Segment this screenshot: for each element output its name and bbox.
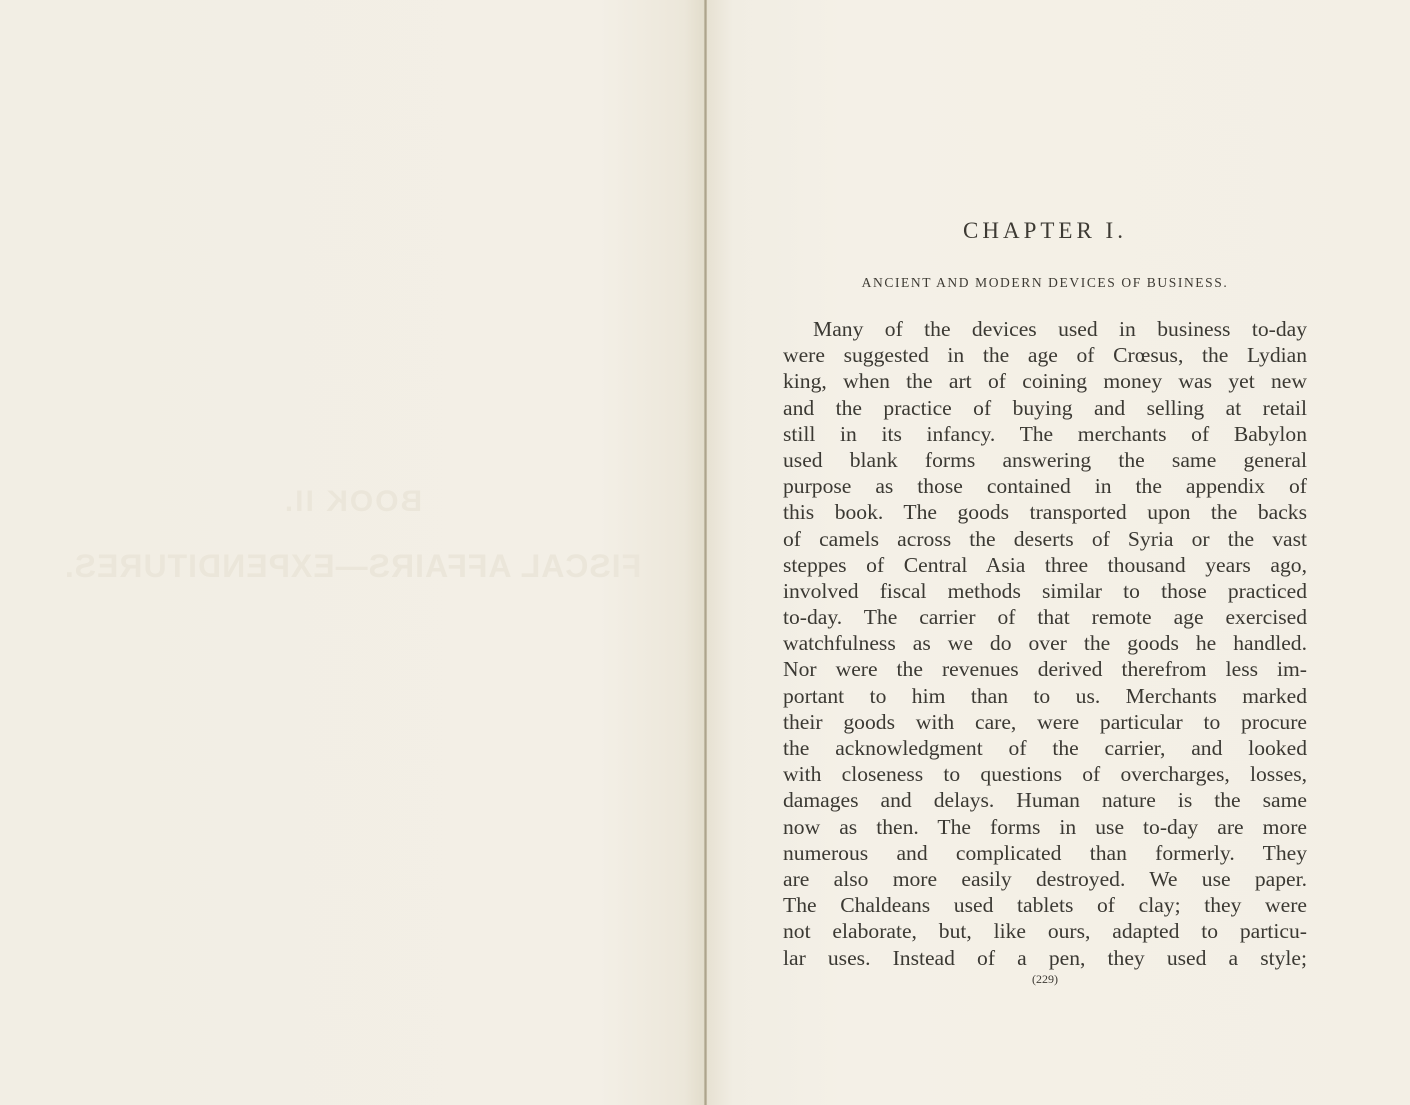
page-number: (229) xyxy=(1032,972,1058,986)
text-line: their goods with care, were particular to procure xyxy=(783,709,1307,734)
text-line: this book. The goods transported upon the backs xyxy=(783,500,1307,525)
text-line: are also more easily destroyed. We use paper. xyxy=(783,866,1307,891)
text-line: king, when the art of coining money was yet new xyxy=(783,369,1307,394)
text-line: steppes of Central Asia three thousand years ago, xyxy=(783,552,1307,577)
text-line: Nor were the revenues derived therefrom less im- xyxy=(783,657,1307,682)
text-line: purpose as those contained in the appendix of xyxy=(783,474,1307,499)
text-line: with closeness to questions of overcharges, losses, xyxy=(783,762,1307,787)
text-line: watchfulness as we do over the goods he handled. xyxy=(783,631,1307,656)
book-spine xyxy=(704,0,707,1105)
text-line: The Chaldeans used tablets of clay; they were xyxy=(783,893,1307,918)
text-line: to-day. The carrier of that remote age exercised xyxy=(783,605,1307,630)
text-line: numerous and complicated than formerly. They xyxy=(783,840,1307,865)
showthrough-text: BOOK II. xyxy=(282,485,423,518)
text-line: lar uses. Instead of a pen, they used a style; xyxy=(783,945,1307,970)
text-line: of camels across the deserts of Syria or the vast xyxy=(783,526,1307,551)
text-line: the acknowledgment of the carrier, and looked xyxy=(783,736,1307,760)
chapter-subtitle: ANCIENT AND MODERN DEVICES OF BUSINESS. xyxy=(861,275,1229,290)
text-line: now as then. The forms in use to-day are more xyxy=(783,814,1307,839)
text-line: not elaborate, but, like ours, adapted to particu- xyxy=(783,919,1307,944)
text-line: Many of the devices used in business to-day xyxy=(813,317,1307,341)
text-line: still in its infancy. The merchants of Babylon xyxy=(783,421,1307,446)
showthrough-text: FISCAL AFFAIRS—EXPENDITURES. xyxy=(63,548,642,584)
text-line: were suggested in the age of Crœsus, the Lydian xyxy=(783,343,1307,368)
text-line: involved fiscal methods similar to those practiced xyxy=(783,578,1307,603)
body-text xyxy=(783,316,1307,971)
text-line: portant to him than to us. Merchants marked xyxy=(783,683,1307,708)
chapter-title: CHAPTER I. xyxy=(963,218,1127,243)
text-line: damages and delays. Human nature is the same xyxy=(783,788,1307,813)
text-line: used blank forms answering the same general xyxy=(783,447,1307,472)
text-line: and the practice of buying and selling at retail xyxy=(783,395,1307,420)
